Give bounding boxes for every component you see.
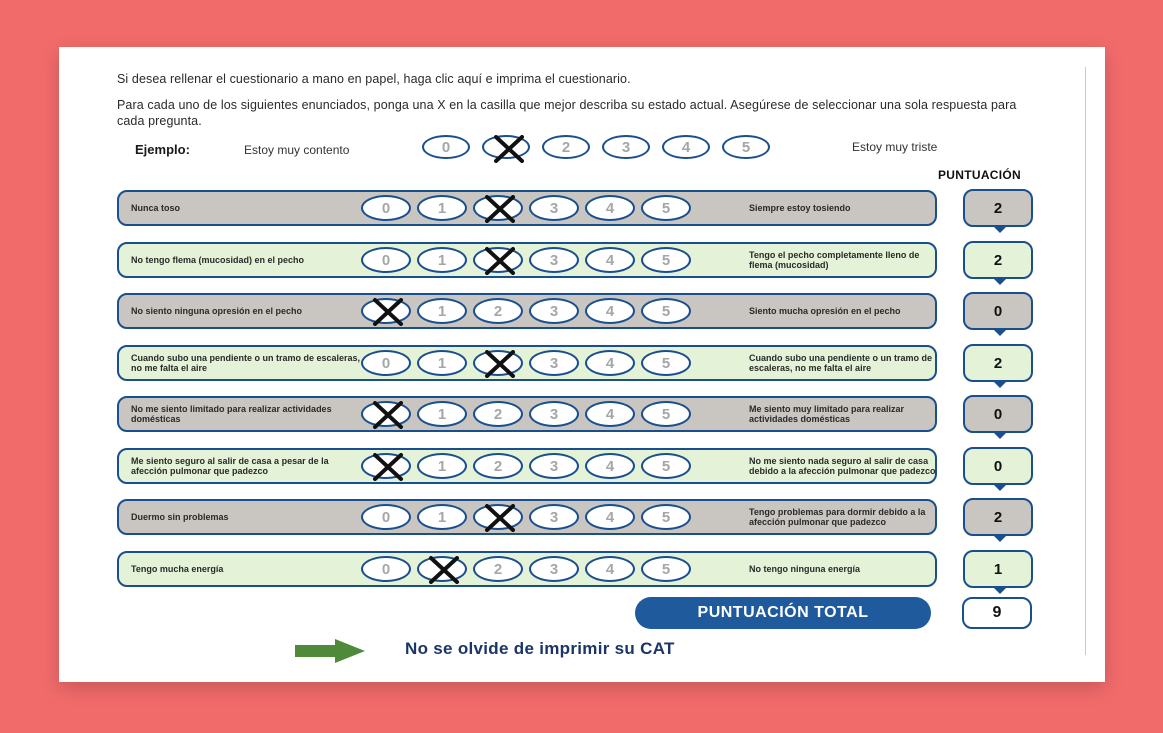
answer-option-0[interactable] (361, 453, 411, 479)
example-option-3[interactable] (602, 135, 650, 159)
answer-option-4[interactable] (585, 195, 635, 221)
answer-option-3[interactable] (529, 350, 579, 376)
example-option-2[interactable] (542, 135, 590, 159)
example-title: Ejemplo: (135, 142, 190, 157)
answer-option-4[interactable] (585, 504, 635, 530)
score-column-header: PUNTUACIÓN (938, 168, 1021, 182)
option-label: 4 (605, 199, 615, 217)
question-right-label: Cuando subo una pendiente o un tramo de escaleras, no me falta el aire (749, 353, 933, 373)
example-option-0[interactable] (422, 135, 470, 159)
answer-option-3[interactable] (529, 556, 579, 582)
answer-option-4[interactable] (585, 298, 635, 324)
answer-option-3[interactable] (529, 401, 579, 427)
question-right-label: Siento mucha opresión en el pecho (749, 306, 901, 316)
x-mark-icon (428, 556, 460, 584)
answer-option-1[interactable] (417, 298, 467, 324)
question-left-label: Duermo sin problemas (131, 512, 229, 522)
question-score: 2 (963, 498, 1033, 536)
answer-instructions: Para cada uno de los siguientes enunciados, ponga una X en la casilla que mejor describa su estado actual. Asegúrese de seleccionar una sola respuesta para cada pregunta. (117, 98, 1017, 128)
question-row (117, 293, 1037, 329)
option-label: 1 (437, 251, 447, 269)
answer-option-3[interactable] (529, 247, 579, 273)
total-score-button[interactable]: PUNTUACIÓN TOTAL (635, 597, 931, 629)
question-score: 2 (963, 189, 1033, 227)
print-instructions[interactable]: Si desea rellenar el cuestionario a mano en papel, haga clic aquí e imprima el cuestionario. (117, 72, 631, 86)
answer-option-2[interactable] (473, 298, 523, 324)
print-reminder[interactable]: No se olvide de imprimir su CAT (405, 639, 675, 658)
answer-option-5[interactable] (641, 556, 691, 582)
answer-option-2[interactable] (473, 195, 523, 221)
option-label: 3 (549, 560, 559, 578)
answer-option-2[interactable] (473, 401, 523, 427)
option-label: 2 (561, 138, 571, 156)
answer-option-5[interactable] (641, 195, 691, 221)
option-label: 2 (493, 405, 503, 423)
answer-option-4[interactable] (585, 247, 635, 273)
x-mark-icon (493, 135, 525, 163)
option-label: 1 (437, 405, 447, 423)
option-label: 4 (605, 560, 615, 578)
arrow-right-icon (295, 639, 365, 663)
option-label: 0 (381, 251, 391, 269)
option-label: 4 (605, 354, 615, 372)
question-row (117, 499, 1037, 535)
option-label: 2 (493, 457, 503, 475)
option-label: 5 (661, 251, 671, 269)
answer-option-2[interactable] (473, 453, 523, 479)
option-label: 3 (549, 199, 559, 217)
question-right-label: No tengo ninguna energía (749, 564, 861, 574)
question-row (117, 396, 1037, 432)
question-row (117, 448, 1037, 484)
option-label: 2 (493, 302, 503, 320)
cat-questionnaire-card (59, 47, 1105, 682)
question-score: 2 (963, 344, 1033, 382)
option-label: 1 (437, 302, 447, 320)
answer-option-4[interactable] (585, 401, 635, 427)
option-label: 4 (605, 405, 615, 423)
example-option-1[interactable] (482, 135, 530, 159)
option-label: 5 (661, 508, 671, 526)
example-row (59, 133, 1105, 163)
answer-option-0[interactable] (361, 401, 411, 427)
question-left-label: Cuando subo una pendiente o un tramo de escaleras, no me falta el aire (131, 353, 361, 373)
answer-option-0[interactable] (361, 350, 411, 376)
option-label: 1 (437, 199, 447, 217)
answer-option-1[interactable] (417, 504, 467, 530)
answer-option-0[interactable] (361, 298, 411, 324)
answer-option-1[interactable] (417, 247, 467, 273)
question-right-label: Siempre estoy tosiendo (749, 203, 851, 213)
question-right-label: No me siento nada seguro al salir de casa debido a la afección pulmonar que padezco (749, 456, 936, 476)
total-score-value: 9 (962, 597, 1032, 629)
question-left-label: No tengo flema (mucosidad) en el pecho (131, 255, 305, 265)
answer-option-1[interactable] (417, 453, 467, 479)
answer-option-1[interactable] (417, 350, 467, 376)
question-score: 2 (963, 241, 1033, 279)
answer-option-2[interactable] (473, 247, 523, 273)
option-label: 3 (549, 251, 559, 269)
option-label: 3 (549, 302, 559, 320)
option-label: 5 (661, 199, 671, 217)
option-label: 5 (661, 457, 671, 475)
question-right-label: Tengo problemas para dormir debido a la afección pulmonar que padezco (749, 507, 926, 527)
answer-option-2[interactable] (473, 556, 523, 582)
option-label: 5 (661, 354, 671, 372)
x-mark-icon (372, 453, 404, 481)
option-label: 4 (605, 508, 615, 526)
option-label: 0 (381, 560, 391, 578)
example-option-5[interactable] (722, 135, 770, 159)
answer-option-4[interactable] (585, 556, 635, 582)
answer-option-5[interactable] (641, 298, 691, 324)
option-label: 4 (605, 251, 615, 269)
answer-option-1[interactable] (417, 195, 467, 221)
answer-option-5[interactable] (641, 453, 691, 479)
answer-option-5[interactable] (641, 504, 691, 530)
option-label: 5 (661, 302, 671, 320)
answer-option-1[interactable] (417, 401, 467, 427)
example-left-label: Estoy muy contento (244, 143, 350, 157)
option-label: 5 (661, 560, 671, 578)
option-label: 3 (621, 138, 631, 156)
answer-option-4[interactable] (585, 453, 635, 479)
answer-option-1[interactable] (417, 556, 467, 582)
x-mark-icon (372, 298, 404, 326)
question-row (117, 551, 1037, 587)
answer-option-2[interactable] (473, 350, 523, 376)
option-label: 0 (441, 138, 451, 156)
x-mark-icon (484, 195, 516, 223)
x-mark-icon (484, 350, 516, 378)
x-mark-icon (372, 401, 404, 429)
question-score: 1 (963, 550, 1033, 588)
answer-option-5[interactable] (641, 350, 691, 376)
option-label: 0 (381, 508, 391, 526)
question-score: 0 (963, 292, 1033, 330)
question-row (117, 242, 1037, 278)
answer-option-5[interactable] (641, 247, 691, 273)
question-left-label: No me siento limitado para realizar actividades domésticas (131, 404, 332, 424)
question-left-label: No siento ninguna opresión en el pecho (131, 306, 303, 316)
example-right-label: Estoy muy triste (852, 140, 938, 154)
answer-option-0[interactable] (361, 556, 411, 582)
option-label: 2 (493, 560, 503, 578)
option-label: 3 (549, 457, 559, 475)
answer-option-3[interactable] (529, 195, 579, 221)
example-option-4[interactable] (662, 135, 710, 159)
option-label: 1 (437, 508, 447, 526)
x-mark-icon (484, 504, 516, 532)
question-row (117, 345, 1037, 381)
answer-option-0[interactable] (361, 195, 411, 221)
option-label: 4 (605, 302, 615, 320)
option-label: 0 (381, 354, 391, 372)
option-label: 4 (605, 457, 615, 475)
option-label: 5 (741, 138, 751, 156)
question-score: 0 (963, 447, 1033, 485)
option-label: 3 (549, 405, 559, 423)
question-left-label: Tengo mucha energía (131, 564, 224, 574)
option-label: 1 (437, 457, 447, 475)
option-label: 1 (437, 354, 447, 372)
question-left-label: Nunca toso (131, 203, 181, 213)
answer-option-2[interactable] (473, 504, 523, 530)
question-score: 0 (963, 395, 1033, 433)
question-left-label: Me siento seguro al salir de casa a pesar de la afección pulmonar que padezco (131, 456, 329, 476)
question-row (117, 190, 1037, 226)
answer-option-3[interactable] (529, 504, 579, 530)
option-label: 4 (681, 138, 691, 156)
question-right-label: Tengo el pecho completamente lleno de flema (mucosidad) (749, 250, 920, 270)
option-label: 5 (661, 405, 671, 423)
answer-option-0[interactable] (361, 504, 411, 530)
answer-option-3[interactable] (529, 298, 579, 324)
option-label: 0 (381, 199, 391, 217)
answer-option-0[interactable] (361, 247, 411, 273)
answer-option-5[interactable] (641, 401, 691, 427)
answer-option-4[interactable] (585, 350, 635, 376)
question-right-label: Me siento muy limitado para realizar actividades domésticas (749, 404, 905, 424)
option-label: 3 (549, 354, 559, 372)
x-mark-icon (484, 247, 516, 275)
option-label: 3 (549, 508, 559, 526)
answer-option-3[interactable] (529, 453, 579, 479)
